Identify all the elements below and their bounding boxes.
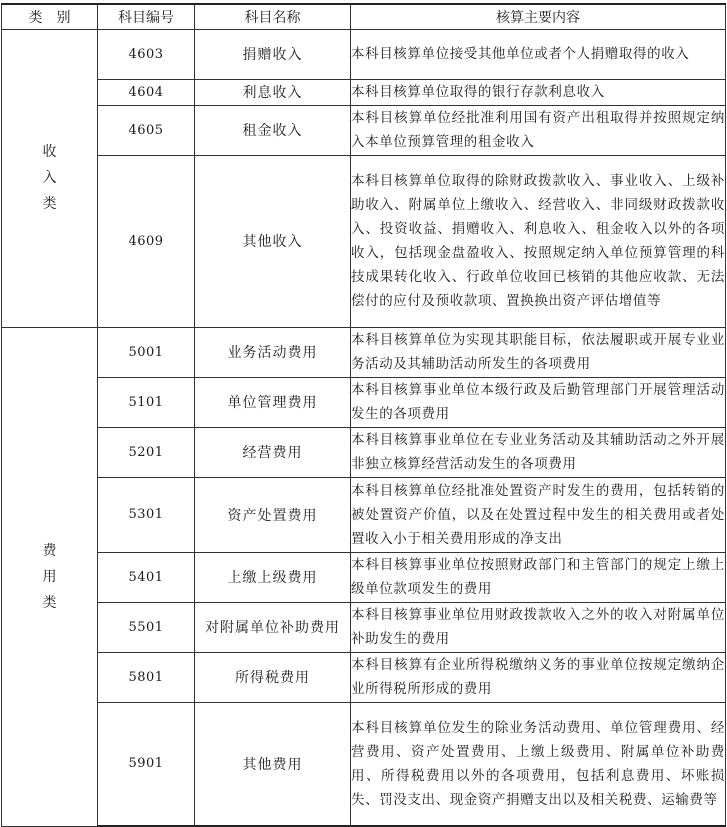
- category-cell-expense: 费 用 类: [2, 327, 98, 826]
- subject-code: 5301: [98, 477, 195, 552]
- subject-content: 本科目核算事业单位按照财政部门和主管部门的规定上缴上级单位款项发生的费用: [351, 552, 726, 602]
- subject-name: 其他费用: [195, 702, 351, 826]
- header-category: 类 别: [2, 4, 98, 29]
- subject-name: 利息收入: [195, 79, 351, 105]
- header-row: [2, 4, 726, 29]
- subject-code: 5401: [98, 552, 195, 602]
- table-row: [2, 29, 726, 79]
- subject-name: 资产处置费用: [195, 477, 351, 552]
- header-name: 科目名称: [195, 4, 351, 29]
- subject-content: 本科目核算单位经批准处置资产时发生的费用，包括转销的被处置资产价值，以及在处置过程中发生的相关费用或者处置收入小于相关费用形成的净支出: [351, 477, 726, 552]
- table-row: [2, 652, 726, 702]
- header-content: 核算主要内容: [351, 4, 726, 29]
- subject-code: 4609: [98, 155, 195, 327]
- subject-content: 本科目核算事业单位用财政拨款收入之外的收入对附属单位补助发生的费用: [351, 602, 726, 652]
- table-row: [2, 327, 726, 377]
- table-row: [2, 105, 726, 155]
- subject-content: 本科目核算单位取得的银行存款利息收入: [351, 79, 726, 105]
- subject-content: 本科目核算单位接受其他单位或者个人捐赠取得的收入: [351, 29, 726, 79]
- subject-content: 本科目核算单位为实现其职能目标，依法履职或开展专业业务活动及其辅助活动所发生的各项费用: [351, 327, 726, 377]
- category-cell-income: 收 入 类: [2, 29, 98, 327]
- subject-code: 5101: [98, 377, 195, 427]
- subject-code: 5201: [98, 427, 195, 477]
- subject-code: 5001: [98, 327, 195, 377]
- subject-code: 5801: [98, 652, 195, 702]
- subject-name: 其他收入: [195, 155, 351, 327]
- subject-content: 本科目核算单位发生的除业务活动费用、单位管理费用、经营费用、资产处置费用、上缴上级费用、附属单位补助费用、所得税费用以外的各项费用，包括利息费用、坏账损失、罚没支出、现金资产捐赠支出以及相关税费、运输费等: [351, 702, 726, 826]
- table-row: [2, 477, 726, 552]
- subject-content: 本科目核算事业单位本级行政及后勤管理部门开展管理活动发生的各项费用: [351, 377, 726, 427]
- table-row: [2, 79, 726, 105]
- subject-code: 5901: [98, 702, 195, 826]
- subject-name: 单位管理费用: [195, 377, 351, 427]
- subject-content: 本科目核算单位经批准利用国有资产出租取得并按照规定纳入本单位预算管理的租金收入: [351, 105, 726, 155]
- table-row: [2, 427, 726, 477]
- subject-name: 业务活动费用: [195, 327, 351, 377]
- accounting-subjects-table: [1, 3, 726, 827]
- subject-content: 本科目核算事业单位在专业业务活动及其辅助活动之外开展非独立核算经营活动发生的各项费用: [351, 427, 726, 477]
- subject-name: 对附属单位补助费用: [195, 602, 351, 652]
- subject-name: 经营费用: [195, 427, 351, 477]
- subject-code: 4605: [98, 105, 195, 155]
- subject-name: 捐赠收入: [195, 29, 351, 79]
- subject-code: 4604: [98, 79, 195, 105]
- subject-code: 4603: [98, 29, 195, 79]
- subject-content: 本科目核算有企业所得税缴纳义务的事业单位按规定缴纳企业所得税所形成的费用: [351, 652, 726, 702]
- subject-name: 租金收入: [195, 105, 351, 155]
- subject-content: 本科目核算单位取得的除财政拨款收入、事业收入、上级补助收入、附属单位上缴收入、经营收入、非同级财政拨款收入、投资收益、捐赠收入、利息收入、租金收入以外的各项收入，包括现金盘盈收入、按照规定纳入单位预算管理的科技成果转化收入、行政单位收回已核销的其他应收款、无法偿付的应付及预收款项、置换换出资产评估增值等: [351, 155, 726, 327]
- subject-code: 5501: [98, 602, 195, 652]
- header-code: 科目编号: [98, 4, 195, 29]
- table-row: [2, 377, 726, 427]
- table-row: [2, 552, 726, 602]
- subject-name: 上缴上级费用: [195, 552, 351, 602]
- table-row: [2, 602, 726, 652]
- table-row: [2, 155, 726, 327]
- table-row: [2, 702, 726, 826]
- subject-name: 所得税费用: [195, 652, 351, 702]
